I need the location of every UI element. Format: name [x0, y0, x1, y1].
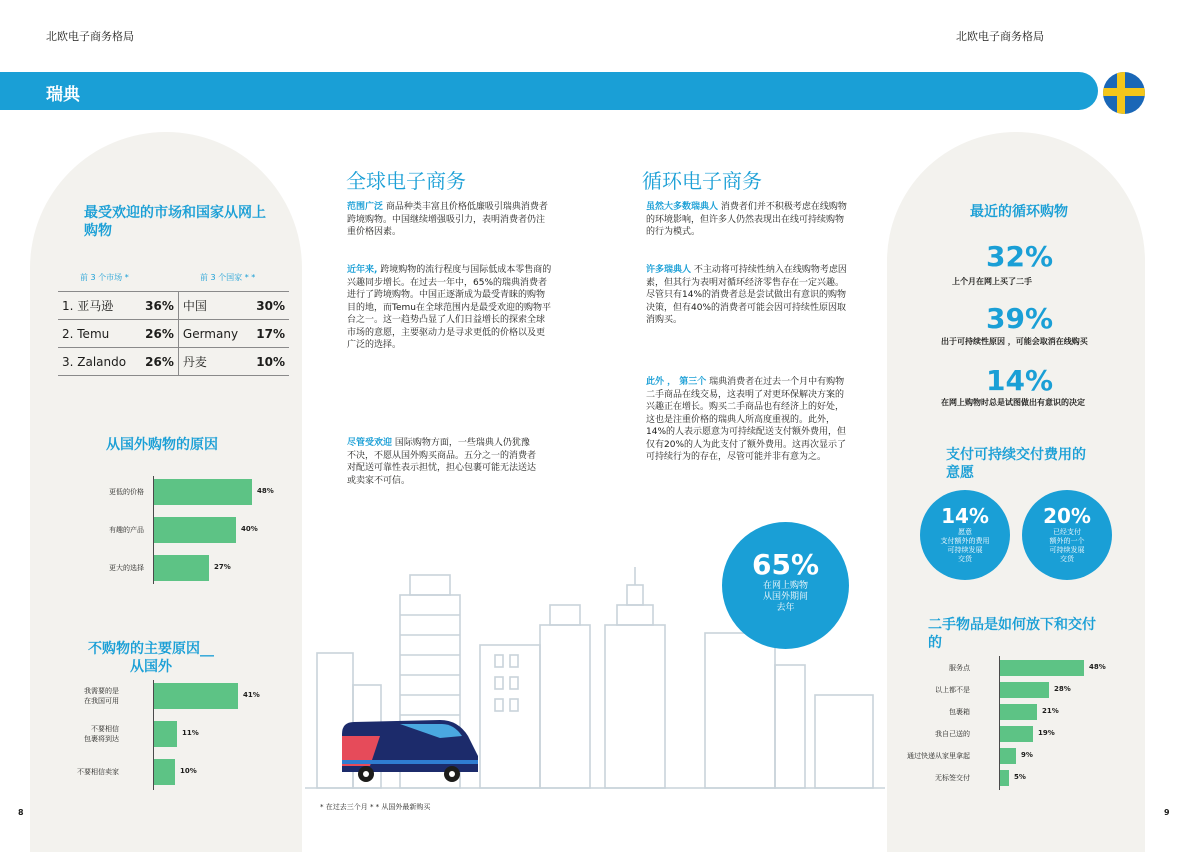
chart-bar	[1000, 682, 1049, 698]
cross-border-line2: 从国外期间	[762, 592, 808, 602]
circular-p3: 此外 ， 第三个 瑞典消费者在过去一个月中有购物二手商品在线交易，这表明了对更环保解决方案的兴趣正在增长。购买二手商品也有经济上的好处，这也是注重价格的瑞典人所高度重视的。此外，14%的人表示愿意为可持续配送支付额外费用，但仅有20%的人为此支付了额外费用。这再次显示了可持续行为的存在，尽管可能并非有意为之。	[646, 377, 847, 462]
chart-value-label: 21%	[1042, 707, 1059, 715]
global-title: 全球电子商务	[346, 169, 466, 193]
chart-bar	[154, 759, 175, 785]
country-name: 丹麦	[178, 348, 248, 376]
market-pct: 26%	[137, 320, 178, 348]
pay-stat-circle	[1022, 490, 1112, 580]
chart-bar	[1000, 704, 1037, 720]
chart-category-label: 无标签交付	[935, 774, 970, 782]
chart-category-label: 不要相信卖家	[77, 768, 119, 776]
chart-value-label: 40%	[241, 525, 258, 533]
pay-title: 支付可持续交付费用的意愿	[946, 447, 1086, 481]
stat-value: 32%	[986, 240, 1054, 273]
cross-border-value: 65%	[751, 548, 820, 581]
chart-category-label: 更大的选择	[109, 564, 144, 572]
stat-text: 出于可持续性原因 ，可能会取消在线购买	[941, 337, 1088, 346]
circular-p1: 虽然大多数瑞典人 消费者们并不积极考虑在线购物的环境影响，但许多人仍然表现出在线可持续购物的行为模式。	[646, 202, 847, 237]
notbuy-title-1: 不购物的主要原因__	[88, 641, 214, 657]
header-right: 北欧电子商务格局	[956, 30, 1044, 43]
chart-category-label: 包裹箱	[949, 708, 970, 716]
pay-line: 交货	[1060, 555, 1074, 563]
chart-category-label: 我需要的是 在我国可用	[84, 687, 119, 705]
chart-bar	[1000, 770, 1009, 786]
cross-border-stat-circle	[722, 522, 849, 649]
chart-value-label: 10%	[180, 767, 197, 775]
page-number-right: 9	[1164, 808, 1170, 817]
country-name: 中国	[178, 292, 248, 320]
popular-title: 最受欢迎的市场和国家从网上购物	[84, 205, 266, 239]
chart-value-label: 27%	[214, 563, 231, 571]
chart-bar	[1000, 748, 1016, 764]
market-name: 3. Zalando	[58, 348, 137, 376]
pay-line: 可持续发展	[1049, 546, 1085, 554]
chart-bar	[154, 721, 177, 747]
pay-line: 已经支付	[1053, 528, 1081, 536]
market-pct: 26%	[137, 348, 178, 376]
chart-category-label: 通过快递从家里拿起	[907, 752, 970, 760]
chart-category-label: 有趣的产品	[109, 526, 144, 534]
chart-bar	[154, 479, 252, 505]
global-p1: 范围广泛 商品种类丰富且价格低廉吸引瑞典消费者跨境购物。中国继续增强吸引力，表明消费者仍注重价格因素。	[347, 202, 548, 237]
top3-table	[58, 291, 289, 376]
pay-line: 交货	[958, 555, 972, 563]
pay-value: 20%	[1043, 504, 1091, 528]
chart-category-label: 以上都不是	[935, 686, 970, 694]
chart-value-label: 41%	[243, 691, 260, 699]
stat-value: 39%	[986, 302, 1054, 335]
page-number-left: 8	[18, 808, 24, 817]
country-name: Germany	[178, 320, 248, 348]
notbuy-title-2: 从国外	[130, 659, 172, 675]
chart-value-label: 48%	[257, 487, 274, 495]
table-row	[58, 348, 289, 376]
sweden-flag-icon	[1103, 72, 1145, 114]
country-pct: 10%	[249, 348, 289, 376]
circular-p2: 许多瑞典人 不主动将可持续性纳入在线购物考虑因素，但其行为表明对循环经济零售存在一定兴趣。尽管只有14%的消费者总是尝试做出有意识的购物决策，但有40%的消费者可能会因可持续性原因取消购买。	[646, 265, 847, 325]
chart-value-label: 11%	[182, 729, 199, 737]
market-name: 2. Temu	[58, 320, 137, 348]
chart-value-label: 9%	[1021, 751, 1033, 759]
chart-bar	[154, 555, 209, 581]
market-name: 1. 亚马逊	[58, 292, 137, 320]
country-pct: 17%	[249, 320, 289, 348]
delivery-van-icon	[340, 716, 482, 782]
col-countries: 前 3 个国家 * *	[200, 273, 256, 282]
stat-text: 在网上购物时总是试图做出有意识的决定	[941, 398, 1085, 407]
pay-line: 愿意	[958, 528, 972, 536]
table-row	[58, 320, 289, 348]
market-pct: 36%	[137, 292, 178, 320]
col-markets: 前 3 个市场 *	[80, 273, 129, 282]
stat-text: 上个月在网上买了二手	[952, 277, 1032, 286]
country-banner	[0, 72, 1098, 110]
pay-line: 额外的一个	[1049, 537, 1085, 545]
chart-value-label: 19%	[1038, 729, 1055, 737]
chart-category-label: 更低的价格	[109, 488, 144, 496]
global-p3: 尽管受欢迎 国际购物方面，一些瑞典人仍犹豫不决，不愿从国外购买商品。五分之一的消费者对配送可靠性表示担忧，担心包裹可能无法送达或卖家不可信。	[347, 438, 537, 486]
country-pct: 30%	[249, 292, 289, 320]
cross-border-line3: 去年	[776, 603, 795, 613]
pay-stat-circle	[920, 490, 1010, 580]
circular-title: 循环电子商务	[642, 169, 762, 193]
global-p2: 近年来, 跨境购物的流行程度与国际低成本零售商的兴趣同步增长。在过去一年中，65%的瑞典消费者进行了跨境购物。中国正逐渐成为最受青睐的购物目的地，而Temu在全球范围内是最受欢迎的购物平台之一。这一趋势凸显了人们日益增长的探索全球市场的意愿，主要驱动力是寻求更低的价格以及更广泛的选择。	[347, 265, 552, 350]
chart-category-label: 服务点	[949, 664, 970, 672]
pay-line: 支付额外的费用	[940, 537, 990, 545]
chart-bar	[154, 517, 236, 543]
country-title: 瑞典	[46, 85, 80, 105]
table-row	[58, 292, 289, 320]
chart-value-label: 5%	[1014, 773, 1026, 781]
chart-value-label: 48%	[1089, 663, 1106, 671]
chart-value-label: 28%	[1054, 685, 1071, 693]
second-title: 二手物品是如何放下和交付的	[928, 617, 1096, 651]
header-left: 北欧电子商务格局	[46, 30, 134, 43]
pay-line: 可持续发展	[947, 546, 983, 554]
chart-category-label: 不要相信 包裹将到达	[84, 725, 119, 743]
reasons-title: 从国外购物的原因	[106, 437, 218, 453]
recent-title: 最近的循环购物	[970, 204, 1068, 220]
chart-bar	[154, 683, 238, 709]
cross-border-line1: 在网上购物	[762, 581, 808, 591]
footnote: * 在过去三个月 * * 从国外最新购买	[320, 803, 431, 811]
chart-bar	[1000, 660, 1084, 676]
chart-bar	[1000, 726, 1033, 742]
stat-value: 14%	[986, 364, 1054, 397]
chart-category-label: 我自己送的	[935, 730, 970, 738]
pay-value: 14%	[941, 504, 989, 528]
